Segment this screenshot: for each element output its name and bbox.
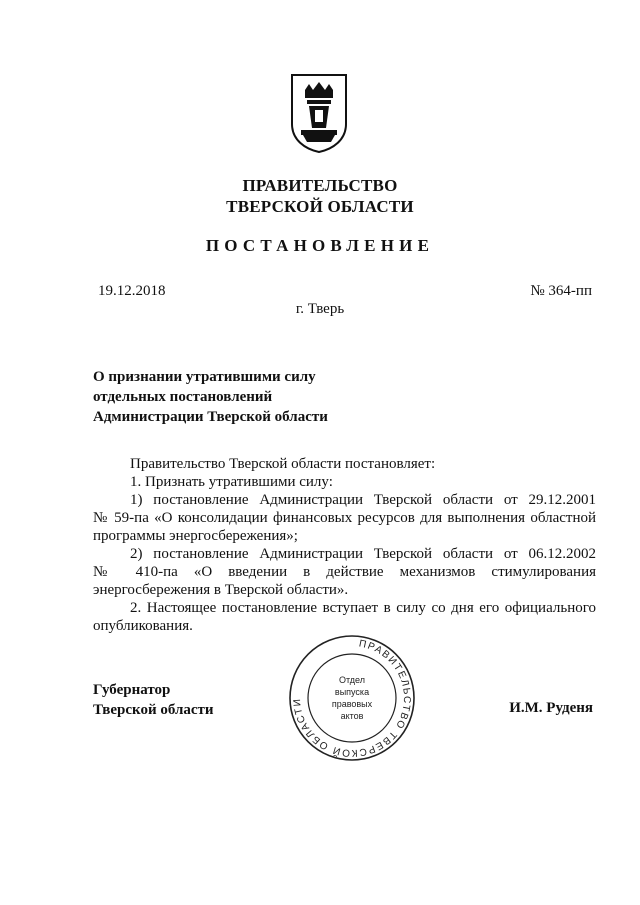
item-1-2-line-a: 2) постановление Администрации Тверской области от 06.12.2002 bbox=[130, 546, 596, 562]
signatory-position bbox=[93, 680, 214, 720]
item-1-1-line-b: № 59-па «О консолидации финансовых ресурсов для выполнения областной bbox=[93, 510, 596, 526]
stamp-center-line: актов bbox=[340, 711, 364, 721]
item-1-2-line-b: № 410-па «О введении в действие механизмов стимулирования bbox=[93, 564, 596, 580]
position-line: Губернатор bbox=[93, 682, 171, 698]
item-1-1-line-a: 1) постановление Администрации Тверской области от 29.12.2001 bbox=[130, 492, 596, 508]
stamp-center-line: выпуска bbox=[334, 687, 370, 697]
stamp-ring-text: ПРАВИТЕЛЬСТВО ТВЕРСКОЙ ОБЛАСТИ bbox=[291, 638, 413, 759]
document-body bbox=[93, 455, 596, 635]
subject-line: отдельных постановлений bbox=[93, 389, 273, 405]
item-2-line-a: 2. Настоящее постановление вступает в силу со дня его официального bbox=[130, 600, 596, 616]
position-line: Тверской области bbox=[93, 702, 214, 718]
subject-line: О признании утратившими силу bbox=[93, 369, 316, 385]
item-2-line-b: опубликования. bbox=[93, 618, 193, 634]
subject-line: Администрации Тверской области bbox=[93, 409, 328, 425]
signatory-name: И.М. Руденя bbox=[509, 700, 593, 716]
tver-coat-of-arms-icon bbox=[289, 72, 349, 154]
stamp-center-line: правовых bbox=[331, 699, 373, 709]
document-city: г. Тверь bbox=[295, 301, 345, 317]
body-intro: Правительство Тверской области постановляет: bbox=[130, 456, 436, 472]
document-date: 19.12.2018 bbox=[98, 283, 166, 299]
item-1-2-line-c: энергосбережения в Тверской области». bbox=[93, 582, 349, 598]
official-stamp-icon bbox=[287, 633, 417, 763]
document-type-title: ПОСТАНОВЛЕНИЕ bbox=[205, 236, 435, 255]
document-number: № 364-пп bbox=[530, 283, 592, 299]
stamp-center-line: Отдел bbox=[338, 675, 366, 685]
item-1-1-line-c: программы энергосбережения»; bbox=[93, 528, 298, 544]
document-subject bbox=[93, 367, 393, 427]
government-title-line2: ТВЕРСКОЙ ОБЛАСТИ bbox=[226, 197, 414, 216]
government-title-line1: ПРАВИТЕЛЬСТВО bbox=[242, 176, 398, 195]
item-1-heading: 1. Признать утратившими силу: bbox=[130, 474, 333, 490]
